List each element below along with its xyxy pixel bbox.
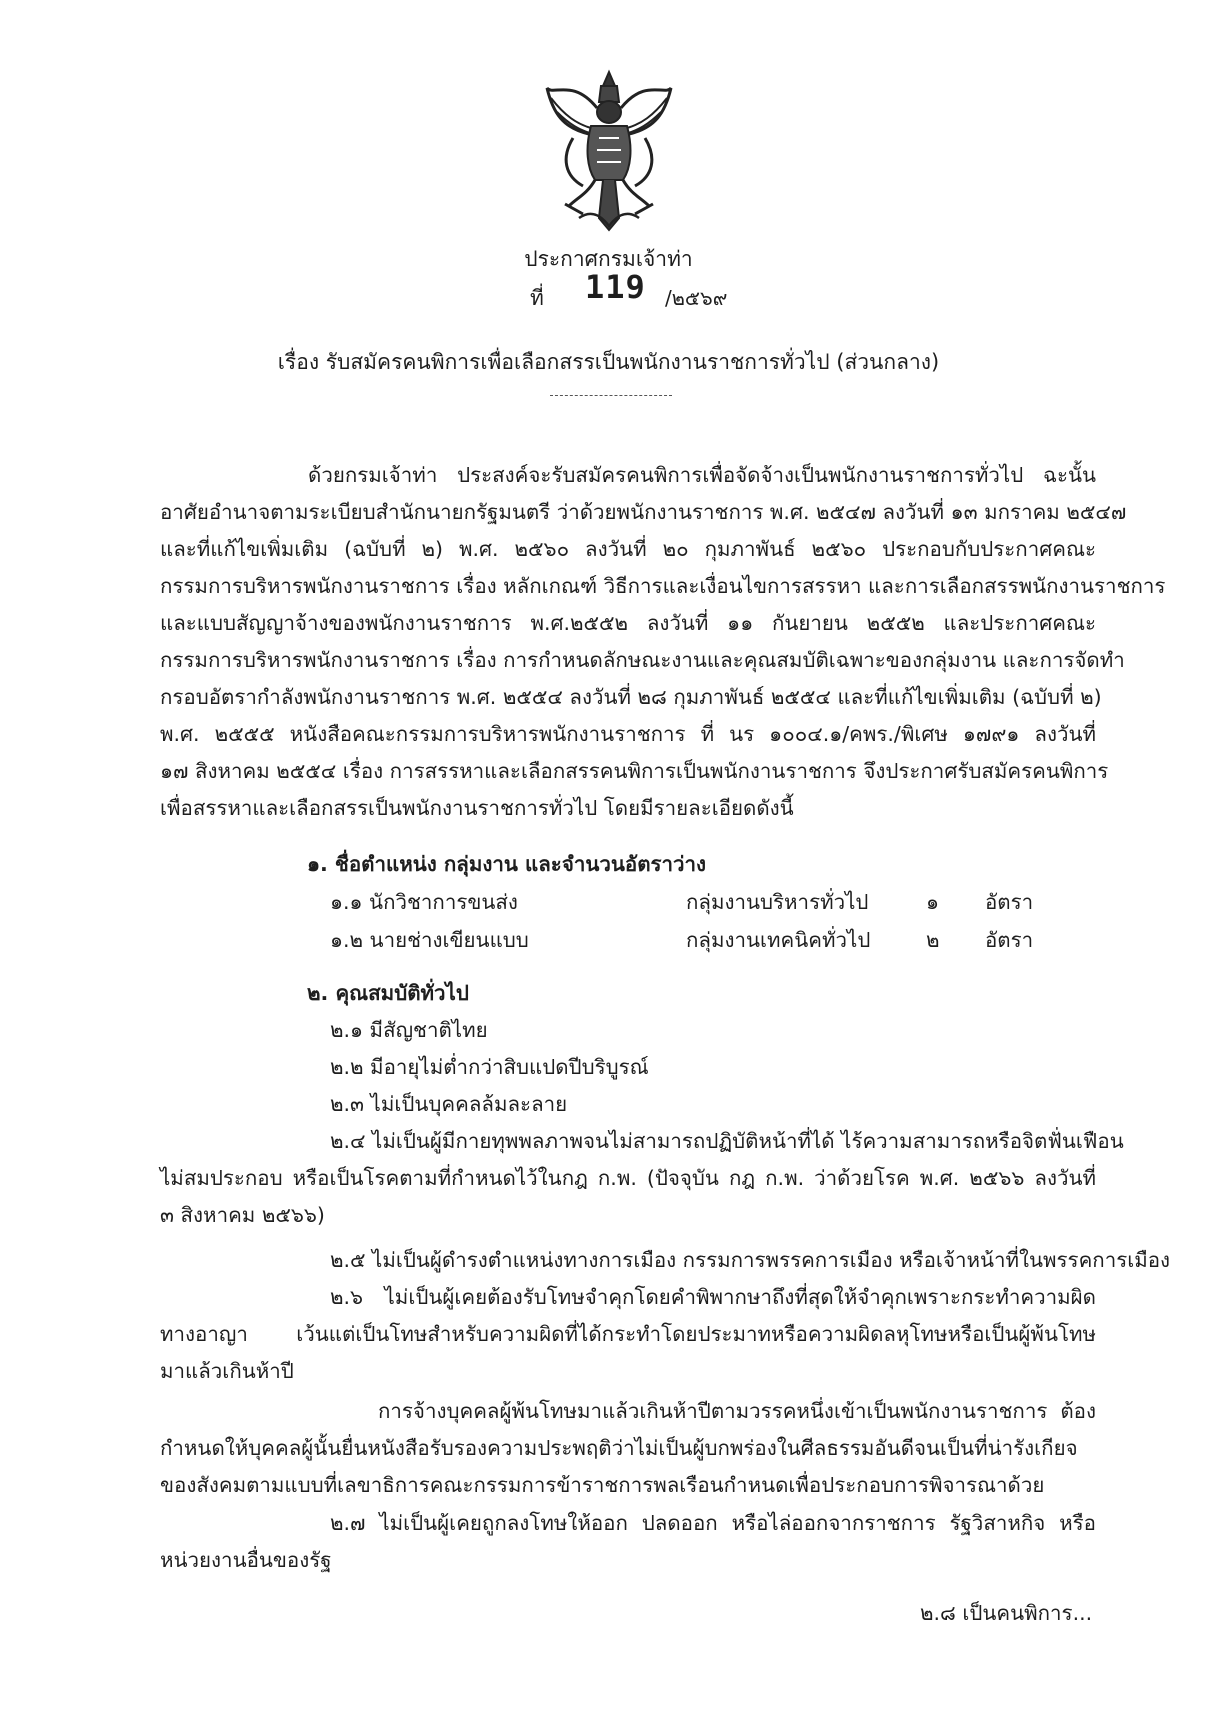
announcer-title: ประกาศกรมเจ้าท่า — [524, 247, 693, 271]
announcement-subject: เรื่อง รับสมัครคนพิการเพื่อเลือกสรรเป็นพนักงานราชการทั่วไป (ส่วนกลาง) — [277, 350, 940, 374]
section1-heading: ๑. ชื่อตำแหน่ง กลุ่มงาน และจำนวนอัตราว่าง — [307, 852, 707, 876]
garuda-emblem-icon — [543, 68, 675, 235]
qualification-item: ๒.๒ มีอายุไม่ต่ำกว่าสิบแปดปีบริบูรณ์ — [330, 1055, 649, 1079]
intro-line: ด้วยกรมเจ้าท่า ประสงค์จะรับสมัครคนพิการเพื่อจัดจ้างเป็นพนักงานราชการทั่วไป ฉะนั้น — [308, 463, 1096, 487]
qualification-line: ๓ สิงหาคม ๒๕๖๖) — [160, 1203, 325, 1227]
header-divider — [550, 395, 672, 396]
intro-line: กรอบอัตรากำลังพนักงานราชการ พ.ศ. ๒๕๕๔ ลงวันที่ ๒๘ กุมภาพันธ์ ๒๕๕๔ และที่แก้ไขเพิ่มเติม (ฉบับที่ ๒) — [160, 685, 1102, 709]
intro-line: เพื่อสรรหาและเลือกสรรเป็นพนักงานราชการทั่วไป โดยมีรายละเอียดดังนี้ — [160, 796, 794, 820]
position-group: กลุ่มงานบริหารทั่วไป — [686, 890, 869, 914]
position-group: กลุ่มงานเทคนิคทั่วไป — [686, 928, 871, 952]
announcement-year: /๒๕๖๙ — [665, 286, 728, 310]
intro-line: พ.ศ. ๒๕๕๕ หนังสือคณะกรรมการบริหารพนักงานราชการ ที่ นร ๑๐๐๔.๑/คพร./พิเศษ ๑๗๙๑ ลงวันที่ — [160, 722, 1096, 746]
qualification-item: ๒.๑ มีสัญชาติไทย — [330, 1018, 488, 1042]
intro-line: กรรมการบริหารพนักงานราชการ เรื่อง หลักเกณฑ์ วิธีการและเงื่อนไขการสรรหา และการเลือกสรรพนักงานราชการ — [160, 574, 1166, 598]
intro-line: และที่แก้ไขเพิ่มเติม (ฉบับที่ ๒) พ.ศ. ๒๕๖๐ ลงวันที่ ๒๐ กุมภาพันธ์ ๒๕๖๐ ประกอบกับประกาศคณะ — [160, 537, 1096, 561]
qualification-line: ๒.๔ ไม่เป็นผู้มีกายทุพพลภาพจนไม่สามารถปฏิบัติหน้าที่ได้ ไร้ความสามารถหรือจิตฟั่นเฟือน — [330, 1129, 1124, 1153]
qualification-line: การจ้างบุคคลผู้พ้นโทษมาแล้วเกินห้าปีตามวรรคหนึ่งเข้าเป็นพนักงานราชการ ต้อง — [378, 1399, 1096, 1423]
position-unit: อัตรา — [985, 890, 1034, 914]
position-count: ๑ — [926, 890, 940, 914]
intro-line: และแบบสัญญาจ้างของพนักงานราชการ พ.ศ.๒๕๕๒ ลงวันที่ ๑๑ กันยายน ๒๕๕๒ และประกาศคณะ — [160, 611, 1096, 635]
continuation-marker: ๒.๘ เป็นคนพิการ... — [920, 1601, 1093, 1625]
qualification-line: ๒.๗ ไม่เป็นผู้เคยถูกลงโทษให้ออก ปลดออก หรือไล่ออกจากราชการ รัฐวิสาหกิจ หรือ — [330, 1511, 1096, 1535]
qualification-item: ๒.๓ ไม่เป็นบุคคลล้มละลาย — [330, 1092, 568, 1116]
position-title: ๑.๑ นักวิชาการขนส่ง — [330, 890, 518, 914]
position-count: ๒ — [926, 928, 940, 952]
intro-line: อาศัยอำนาจตามระเบียบสำนักนายกรัฐมนตรี ว่าด้วยพนักงานราชการ พ.ศ. ๒๕๔๗ ลงวันที่ ๑๓ มกราคม ๒๕๔๗ — [160, 500, 1127, 524]
position-title: ๑.๒ นายช่างเขียนแบบ — [330, 928, 529, 952]
qualification-line: มาแล้วเกินห้าปี — [160, 1359, 294, 1383]
number-prefix: ที่ — [530, 286, 544, 310]
qualification-item: ๒.๕ ไม่เป็นผู้ดำรงตำแหน่งทางการเมือง กรรมการพรรคการเมือง หรือเจ้าหน้าที่ในพรรคการเมือง — [330, 1248, 1171, 1272]
position-unit: อัตรา — [985, 928, 1034, 952]
qualification-line: ไม่สมประกอบ หรือเป็นโรคตามที่กำหนดไว้ในกฎ ก.พ. (ปัจจุบัน กฎ ก.พ. ว่าด้วยโรค พ.ศ. ๒๕๖๖ ลงวันที่ — [160, 1166, 1096, 1190]
qualification-line: ๒.๖ ไม่เป็นผู้เคยต้องรับโทษจำคุกโดยคำพิพากษาถึงที่สุดให้จำคุกเพราะกระทำความผิด — [330, 1285, 1096, 1309]
intro-line: ๑๗ สิงหาคม ๒๕๕๔ เรื่อง การสรรหาและเลือกสรรคนพิการเป็นพนักงานราชการ จึงประกาศรับสมัครคนพิการ — [160, 759, 1109, 783]
section2-heading: ๒. คุณสมบัติทั่วไป — [307, 981, 469, 1005]
intro-line: กรรมการบริหารพนักงานราชการ เรื่อง การกำหนดลักษณะงานและคุณสมบัติเฉพาะของกลุ่มงาน และการจัดทำ — [160, 648, 1125, 672]
announcement-number: 119 — [585, 268, 646, 306]
qualification-line: ของสังคมตามแบบที่เลขาธิการคณะกรรมการข้าราชการพลเรือนกำหนดเพื่อประกอบการพิจารณาด้วย — [160, 1473, 1045, 1497]
qualification-line: หน่วยงานอื่นของรัฐ — [160, 1548, 332, 1572]
qualification-line: กำหนดให้บุคคลผู้นั้นยื่นหนังสือรับรองความประพฤติว่าไม่เป็นผู้บกพร่องในศีลธรรมอันดีจนเป็นที่น่ารังเกียจ — [160, 1436, 1078, 1460]
announcement-number-line — [0, 268, 1217, 318]
qualification-line: ทางอาญา เว้นแต่เป็นโทษสำหรับความผิดที่ได้กระทำโดยประมาทหรือความผิดลหุโทษหรือเป็นผู้พ้นโทษ — [160, 1322, 1096, 1346]
